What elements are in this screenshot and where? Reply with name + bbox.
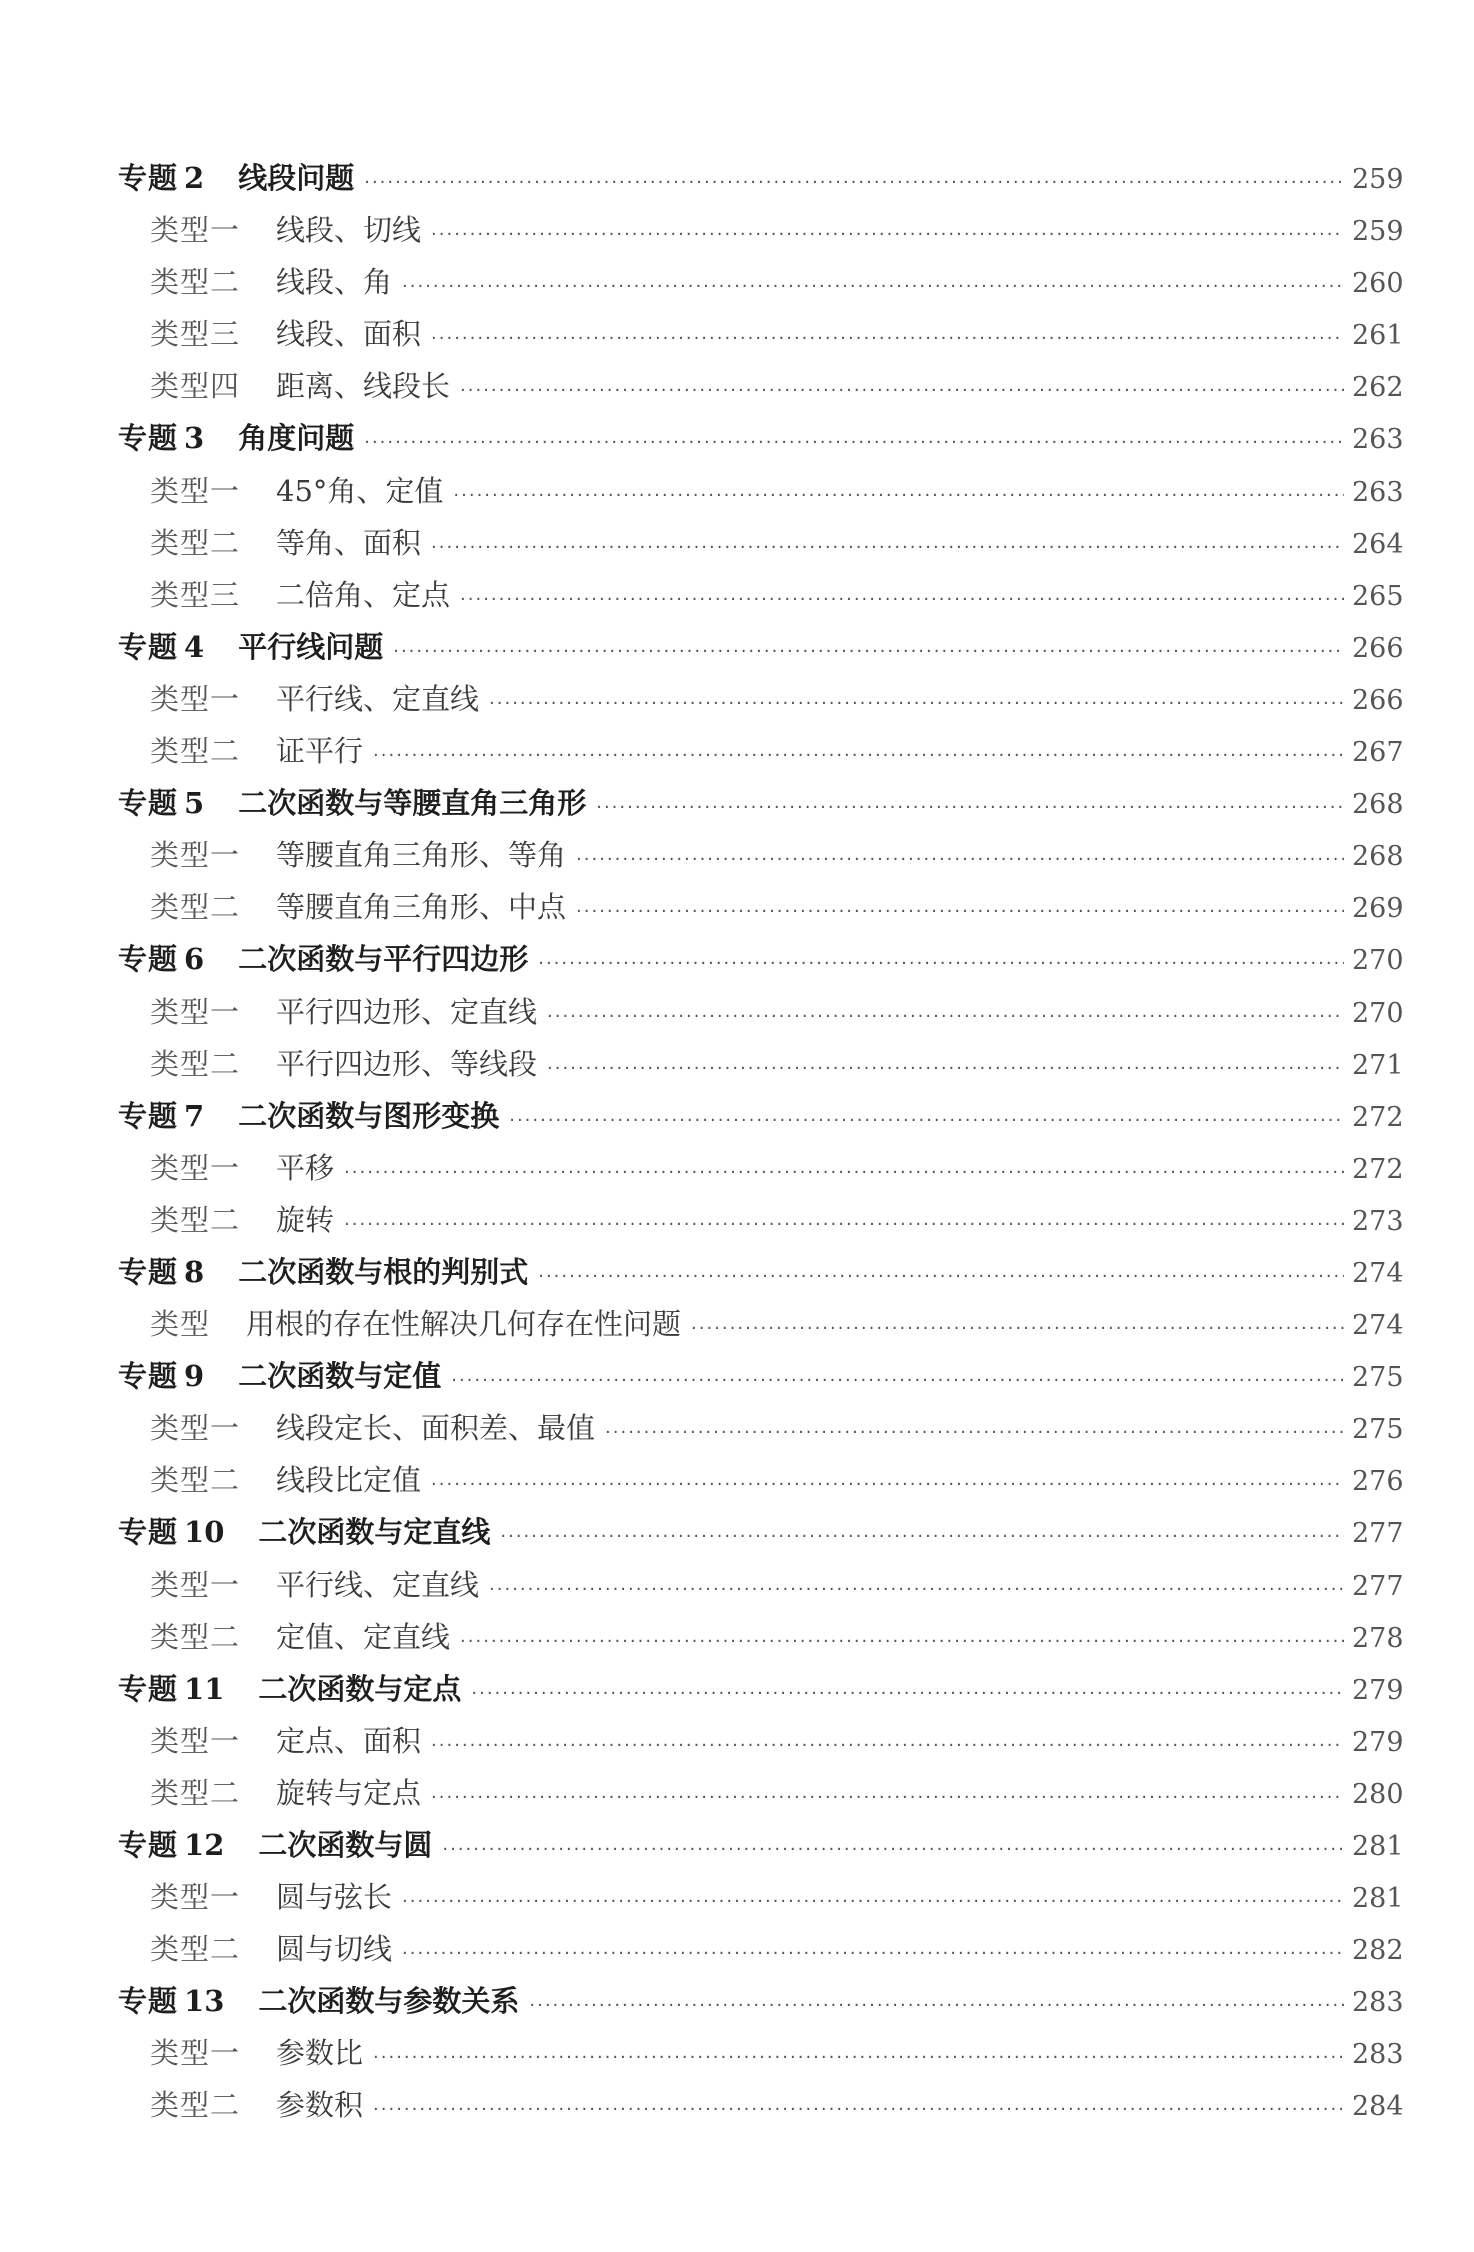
label-kind: 类型二 [150, 1932, 241, 1967]
label-kind: 类型二 [150, 734, 241, 769]
page-number: 262 [1352, 372, 1404, 404]
entry-title: 线段问题 [238, 161, 355, 195]
label-kind: 类型 [150, 1307, 211, 1342]
toc-topic-row[interactable] [118, 1975, 1404, 2027]
label-kind: 类型一 [150, 994, 241, 1029]
label-kind: 类型一 [150, 1723, 241, 1758]
page-number: 259 [1352, 164, 1404, 195]
page-number: 264 [1352, 528, 1404, 560]
dot-leader [691, 1303, 1344, 1355]
toc-subtopic-row[interactable] [118, 2079, 1404, 2131]
entry-title: 二次函数与根的判别式 [238, 1254, 529, 1289]
subtopic-label [150, 1194, 240, 1246]
page-number: 284 [1352, 2091, 1404, 2123]
toc-subtopic-row[interactable] [118, 1142, 1404, 1194]
dot-leader [460, 574, 1344, 626]
topic-number: 4 [184, 629, 205, 664]
subtopic-label [150, 1402, 240, 1454]
entry-title: 旋转与定点 [276, 1775, 422, 1810]
subtopic-label [150, 1038, 240, 1090]
page-number: 267 [1352, 737, 1404, 769]
toc-subtopic-row[interactable] [118, 465, 1404, 517]
dot-leader [576, 834, 1344, 886]
subtopic-label [150, 673, 240, 725]
toc-subtopic-row[interactable] [118, 1923, 1404, 1975]
entry-title: 二次函数与定点 [258, 1671, 462, 1706]
subtopic-label [150, 2027, 240, 2079]
page-number: 277 [1352, 1570, 1404, 1602]
topic-number: 7 [184, 1098, 205, 1133]
dot-leader [373, 2084, 1344, 2136]
page-number: 280 [1352, 1778, 1404, 1810]
dot-leader [576, 886, 1344, 938]
toc-subtopic-row[interactable] [118, 1402, 1404, 1454]
label-kind: 专题 [118, 1671, 179, 1706]
entry-title: 等角、面积 [276, 525, 422, 560]
dot-leader [344, 1199, 1344, 1251]
dot-leader [509, 1095, 1344, 1147]
page-number: 263 [1352, 476, 1404, 508]
entry-title: 二次函数与等腰直角三角形 [238, 786, 587, 821]
page-number: 269 [1352, 893, 1404, 925]
entry-title: 角度问题 [238, 421, 355, 456]
subtopic-label [150, 1142, 240, 1194]
label-kind: 类型二 [150, 1046, 241, 1081]
toc-subtopic-row[interactable] [118, 569, 1404, 621]
topic-label [118, 777, 204, 829]
entry-title: 平移 [276, 1150, 335, 1185]
label-kind: 类型三 [150, 317, 241, 352]
label-kind: 类型一 [150, 2036, 241, 2071]
toc-subtopic-row[interactable] [118, 204, 1404, 256]
subtopic-label [150, 569, 240, 621]
entry-title: 平行四边形、定直线 [276, 994, 538, 1029]
page-number: 275 [1352, 1362, 1404, 1394]
subtopic-label [150, 308, 240, 360]
page-number: 259 [1352, 216, 1404, 248]
entry-title: 旋转 [276, 1202, 335, 1237]
subtopic-label [150, 829, 240, 881]
label-kind: 类型二 [150, 890, 241, 925]
topic-number: 10 [184, 1515, 225, 1550]
label-kind: 专题 [118, 1828, 179, 1862]
dot-leader [489, 678, 1344, 730]
label-kind: 类型一 [150, 473, 241, 508]
dot-leader [547, 991, 1344, 1043]
topic-number: 9 [184, 1359, 205, 1394]
dot-leader [538, 938, 1344, 990]
entry-title: 参数比 [276, 2036, 364, 2071]
page-number: 274 [1352, 1257, 1404, 1289]
subtopic-label [150, 1559, 240, 1611]
label-kind: 专题 [118, 1098, 179, 1133]
entry-title: 线段比定值 [276, 1463, 422, 1498]
entry-title: 二次函数与圆 [258, 1828, 433, 1862]
label-kind: 类型二 [150, 1463, 241, 1498]
dot-leader [364, 157, 1344, 209]
entry-title: 线段、角 [276, 265, 393, 300]
dot-leader [431, 1459, 1344, 1511]
subtopic-label [150, 1923, 240, 1975]
dot-leader [453, 470, 1344, 522]
toc-subtopic-row[interactable] [118, 1715, 1404, 1767]
page-number: 266 [1352, 632, 1404, 664]
entry-title: 二次函数与图形变换 [238, 1098, 500, 1133]
entry-title: 平行线问题 [238, 629, 384, 664]
entry-title: 定点、面积 [276, 1723, 422, 1758]
dot-leader [393, 626, 1344, 678]
entry-title: 45°角、定值 [276, 473, 444, 508]
label-kind: 专题 [118, 161, 179, 195]
dot-leader [451, 1355, 1344, 1407]
page-number: 261 [1352, 320, 1404, 352]
dot-leader [431, 313, 1344, 365]
page-number: 271 [1352, 1049, 1404, 1081]
entry-title: 平行线、定直线 [276, 681, 480, 716]
label-kind: 专题 [118, 942, 179, 977]
toc-topic-row[interactable] [118, 1350, 1404, 1402]
label-kind: 专题 [118, 1515, 179, 1550]
entry-title: 参数积 [276, 2088, 364, 2123]
toc-topic-row[interactable] [118, 1246, 1404, 1298]
page-number: 281 [1352, 1883, 1404, 1915]
dot-leader [431, 1772, 1344, 1824]
toc-subtopic-row[interactable] [118, 986, 1404, 1038]
page-number: 265 [1352, 580, 1404, 612]
subtopic-label [150, 1767, 240, 1819]
subtopic-label [150, 465, 240, 517]
dot-leader [373, 730, 1344, 782]
toc-topic-row[interactable] [118, 933, 1404, 985]
label-kind: 类型一 [150, 213, 241, 248]
subtopic-label [150, 1454, 240, 1506]
dot-leader [402, 261, 1344, 313]
dot-leader [596, 782, 1344, 834]
entry-title: 定值、定直线 [276, 1619, 451, 1654]
toc-topic-row[interactable] [118, 777, 1404, 829]
topic-number: 5 [184, 786, 205, 821]
page-number: 282 [1352, 1935, 1404, 1967]
toc-topic-row[interactable] [118, 1506, 1404, 1558]
page-number: 283 [1352, 1987, 1404, 2019]
topic-number: 8 [184, 1254, 205, 1289]
topic-label [118, 1506, 224, 1558]
label-kind: 类型一 [150, 681, 241, 716]
topic-label [118, 1663, 224, 1715]
page-number: 268 [1352, 789, 1404, 821]
page-number: 270 [1352, 945, 1404, 977]
subtopic-label [150, 360, 240, 412]
toc-subtopic-row[interactable] [118, 1871, 1404, 1923]
toc-subtopic-row[interactable] [118, 1194, 1404, 1246]
subtopic-label [150, 1611, 240, 1663]
dot-leader [605, 1407, 1344, 1459]
topic-label [118, 1975, 224, 2027]
toc-subtopic-row[interactable] [118, 1559, 1404, 1611]
dot-leader [547, 1043, 1344, 1095]
entry-title: 圆与切线 [276, 1932, 393, 1967]
topic-number: 6 [184, 942, 205, 977]
toc-subtopic-row[interactable] [118, 1767, 1404, 1819]
subtopic-label [150, 517, 240, 569]
label-kind: 类型二 [150, 1619, 241, 1654]
entry-title: 二次函数与定值 [238, 1359, 442, 1394]
dot-leader [431, 522, 1344, 574]
toc-subtopic-row[interactable] [118, 673, 1404, 725]
topic-number: 11 [184, 1671, 225, 1706]
toc-subtopic-row[interactable] [118, 1298, 1404, 1350]
entry-title: 距离、线段长 [276, 369, 451, 404]
entry-title: 圆与弦长 [276, 1880, 393, 1915]
entry-title: 线段、切线 [276, 213, 422, 248]
label-kind: 类型二 [150, 2088, 241, 2123]
dot-leader [460, 365, 1344, 417]
toc-topic-row[interactable] [118, 1090, 1404, 1142]
topic-label [118, 621, 204, 673]
toc-topic-row[interactable] [118, 152, 1404, 204]
topic-number: 13 [184, 1984, 225, 2019]
dot-leader [364, 417, 1344, 469]
page-number: 276 [1352, 1466, 1404, 1498]
entry-title: 等腰直角三角形、等角 [276, 838, 567, 873]
page-number: 281 [1352, 1831, 1404, 1862]
dot-leader [344, 1147, 1344, 1199]
label-kind: 专题 [118, 786, 179, 821]
page-number: 279 [1352, 1674, 1404, 1706]
topic-label [118, 933, 204, 985]
dot-leader [402, 1876, 1344, 1928]
dot-leader [500, 1511, 1344, 1563]
toc-subtopic-row[interactable] [118, 1611, 1404, 1663]
subtopic-label [150, 1715, 240, 1767]
topic-number: 3 [184, 421, 205, 456]
topic-label [118, 1350, 204, 1402]
label-kind: 专题 [118, 421, 179, 456]
subtopic-label [150, 986, 240, 1038]
page-number: 266 [1352, 684, 1404, 716]
entry-title: 证平行 [276, 734, 364, 769]
entry-title: 二次函数与平行四边形 [238, 942, 529, 977]
topic-number: 2 [184, 161, 205, 195]
label-kind: 专题 [118, 1359, 179, 1394]
entry-title: 平行线、定直线 [276, 1567, 480, 1602]
label-kind: 类型三 [150, 577, 241, 612]
entry-title: 线段、面积 [276, 317, 422, 352]
dot-leader [442, 1824, 1344, 1876]
toc-subtopic-row[interactable] [118, 256, 1404, 308]
toc-topic-row[interactable] [118, 621, 1404, 673]
entry-title: 二次函数与参数关系 [258, 1984, 520, 2019]
label-kind: 类型二 [150, 265, 241, 300]
entry-title: 线段定长、面积差、最值 [276, 1411, 596, 1446]
page-number: 263 [1352, 424, 1404, 456]
toc-subtopic-row[interactable] [118, 1454, 1404, 1506]
toc-subtopic-row[interactable] [118, 308, 1404, 360]
toc-subtopic-row[interactable] [118, 1038, 1404, 1090]
page-number: 272 [1352, 1153, 1404, 1185]
entry-title: 用根的存在性解决几何存在性问题 [246, 1307, 682, 1342]
dot-leader [431, 1720, 1344, 1772]
page-number: 275 [1352, 1414, 1404, 1446]
subtopic-label [150, 725, 240, 777]
dot-leader [431, 209, 1344, 261]
page-number: 272 [1352, 1101, 1404, 1133]
entry-title: 等腰直角三角形、中点 [276, 890, 567, 925]
toc-subtopic-row[interactable] [118, 2027, 1404, 2079]
subtopic-label [150, 256, 240, 308]
page-number: 277 [1352, 1518, 1404, 1550]
label-kind: 类型二 [150, 1775, 241, 1810]
topic-label [118, 1246, 204, 1298]
page-number: 278 [1352, 1622, 1404, 1654]
toc-topic-row[interactable] [118, 1663, 1404, 1715]
dot-leader [538, 1251, 1344, 1303]
toc-topic-row[interactable] [118, 1819, 1404, 1871]
toc-subtopic-row[interactable] [118, 360, 1404, 412]
entry-title: 二倍角、定点 [276, 577, 451, 612]
dot-leader [471, 1668, 1344, 1720]
label-kind: 类型一 [150, 1150, 241, 1185]
dot-leader [402, 1928, 1344, 1980]
label-kind: 类型一 [150, 1880, 241, 1915]
label-kind: 专题 [118, 1984, 179, 2019]
dot-leader [489, 1564, 1344, 1616]
label-kind: 类型一 [150, 838, 241, 873]
toc-subtopic-row[interactable] [118, 829, 1404, 881]
toc-subtopic-row[interactable] [118, 517, 1404, 569]
page-number: 274 [1352, 1310, 1404, 1342]
dot-leader [373, 2032, 1344, 2084]
dot-leader [460, 1616, 1344, 1668]
page-number: 268 [1352, 841, 1404, 873]
topic-number: 12 [184, 1828, 225, 1862]
subtopic-label [150, 881, 240, 933]
label-kind: 类型二 [150, 1202, 241, 1237]
entry-title: 平行四边形、等线段 [276, 1046, 538, 1081]
label-kind: 类型二 [150, 525, 241, 560]
table-of-contents [118, 152, 1404, 2132]
toc-subtopic-row[interactable] [118, 881, 1404, 933]
topic-label [118, 152, 204, 204]
page-number: 279 [1352, 1726, 1404, 1758]
dot-leader [529, 1980, 1344, 2032]
entry-title: 二次函数与定直线 [258, 1515, 491, 1550]
page-number: 270 [1352, 997, 1404, 1029]
label-kind: 类型一 [150, 1567, 241, 1602]
page-number: 273 [1352, 1205, 1404, 1237]
subtopic-label [150, 1298, 210, 1350]
subtopic-label [150, 2079, 240, 2131]
label-kind: 类型一 [150, 1411, 241, 1446]
toc-topic-row[interactable] [118, 412, 1404, 464]
label-kind: 专题 [118, 1254, 179, 1289]
subtopic-label [150, 1871, 240, 1923]
page-number: 283 [1352, 2039, 1404, 2071]
page-number: 260 [1352, 268, 1404, 300]
label-kind: 类型四 [150, 369, 241, 404]
subtopic-label [150, 204, 240, 256]
label-kind: 专题 [118, 629, 179, 664]
topic-label [118, 1090, 204, 1142]
toc-subtopic-row[interactable] [118, 725, 1404, 777]
topic-label [118, 1819, 224, 1871]
topic-label [118, 412, 204, 464]
